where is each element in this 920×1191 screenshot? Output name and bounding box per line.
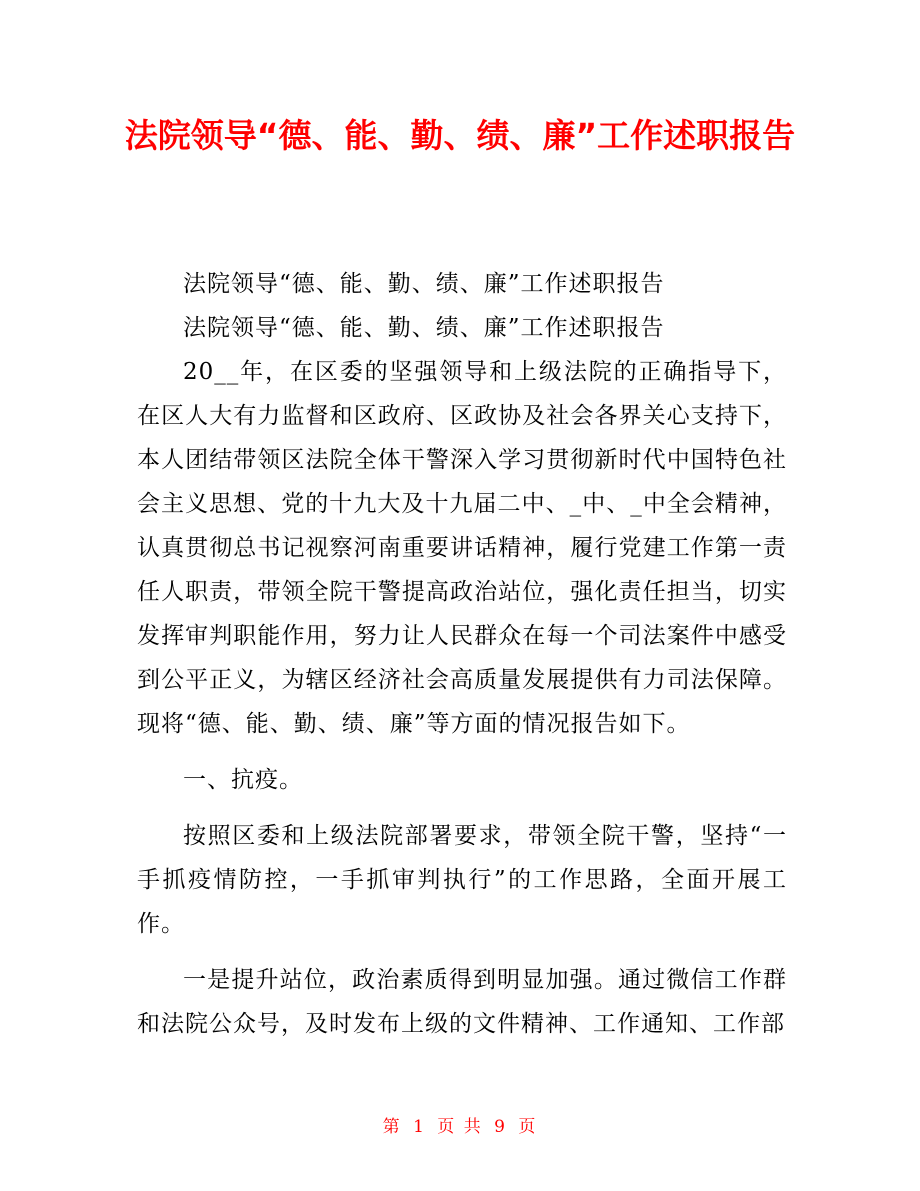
footer-total-pages: 9 — [494, 1117, 507, 1137]
paragraph-subtitle-1: 法院领导“德、能、勤、绩、廉”工作述职报告 — [183, 271, 665, 297]
paragraph-point-one: 一是提升站位，政治素质得到明显加强。通过微信工作群和法院公众号，及时发布上级的文件精神、工作通知、工作部 — [137, 967, 787, 1037]
paragraph-intro: 20__年，在区委的坚强领导和上级法院的正确指导下，在区人大有力监督和区政府、区政协及社会各界关心支持下，本人团结带领区法院全体干警深入学习贯彻新时代中国特色社会主义思想、党的十九大及十九届二中、_中、_中全会精神，认真贯彻总书记视察河南重要讲话精神，履行党建工作第一责任人职责，带领全院干警提高政治站位，强化责任担当，切实发挥审判职能作用，努力让人民群众在每一个司法案件中感受到公平正义，为辖区经济社会高质量发展提供有力司法保障。现将“德、能、勤、绩、廉”等方面的情况报告如下。 — [137, 359, 787, 737]
paragraph-section-heading: 一、抗疫。 — [183, 767, 303, 793]
footer-suffix: 页 — [518, 1117, 538, 1137]
footer-current-page: 1 — [413, 1117, 426, 1137]
footer-middle: 页 共 — [437, 1117, 483, 1137]
document-title: 法院领导“德、能、勤、绩、廉”工作述职报告 — [124, 116, 796, 155]
page-footer — [0, 1112, 920, 1137]
paragraph-subtitle-2: 法院领导“德、能、勤、绩、廉”工作述职报告 — [183, 315, 665, 341]
footer-prefix: 第 — [382, 1117, 402, 1137]
paragraph-section-body: 按照区委和上级法院部署要求，带领全院干警，坚持“一手抓疫情防控，一手抓审判执行”的工作思路，全面开展工作。 — [137, 823, 787, 937]
document-body — [137, 262, 787, 1046]
